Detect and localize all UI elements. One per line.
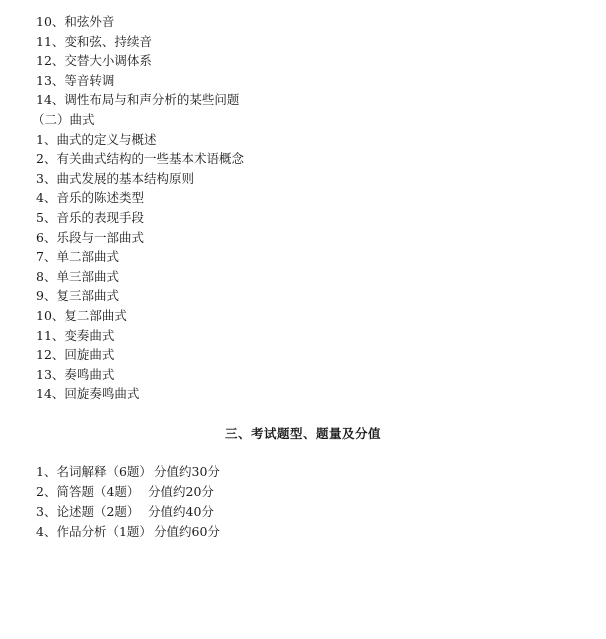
- exam-item-name: 2、简答题（4题）: [36, 484, 140, 499]
- list-item: 6、乐段与一部曲式: [36, 229, 144, 245]
- exam-item-score: 分值约30分: [154, 464, 220, 479]
- exam-list: [36, 462, 220, 542]
- list-item: 12、回旋曲式: [36, 347, 115, 363]
- list-item: 13、等音转调: [36, 72, 115, 88]
- exam-item-name: 3、论述题（2题）: [36, 504, 140, 519]
- list-item: 9、复三部曲式: [36, 288, 119, 304]
- list-item: 3、曲式发展的基本结构原则: [36, 170, 194, 186]
- exam-item: [36, 502, 220, 522]
- exam-item-score: 分值约60分: [154, 524, 220, 539]
- section-heading-form: （二）曲式: [32, 111, 95, 127]
- list-item: 4、音乐的陈述类型: [36, 190, 144, 206]
- list-item: 14、调性布局与和声分析的某些问题: [36, 92, 240, 108]
- exam-item: [36, 482, 220, 502]
- exam-item-score: 分值约20分: [148, 484, 214, 499]
- exam-item-name: 4、作品分析（1题）: [36, 524, 152, 539]
- exam-section-heading: 三、考试题型、题量及分值: [224, 426, 381, 441]
- list-item: 2、有关曲式结构的一些基本术语概念: [36, 151, 244, 167]
- exam-item-name: 1、名词解释（6题）: [36, 464, 152, 479]
- syllabus-list: [32, 12, 244, 404]
- exam-item: [36, 522, 220, 542]
- exam-item-score: 分值约40分: [148, 504, 214, 519]
- list-item: 5、音乐的表现手段: [36, 209, 144, 225]
- list-item: 1、曲式的定义与概述: [36, 131, 157, 147]
- list-item: 14、回旋奏鸣曲式: [36, 386, 140, 402]
- list-item: 12、交替大小调体系: [36, 53, 152, 69]
- list-item: 8、单三部曲式: [36, 268, 119, 284]
- list-item: 13、奏鸣曲式: [36, 366, 115, 382]
- list-item: 10、和弦外音: [36, 14, 115, 29]
- exam-item: [36, 462, 220, 482]
- list-item: 11、变和弦、持续音: [36, 33, 152, 49]
- list-item: 11、变奏曲式: [36, 327, 115, 343]
- list-item: 10、复二部曲式: [36, 307, 127, 323]
- list-item: 7、单二部曲式: [36, 249, 119, 265]
